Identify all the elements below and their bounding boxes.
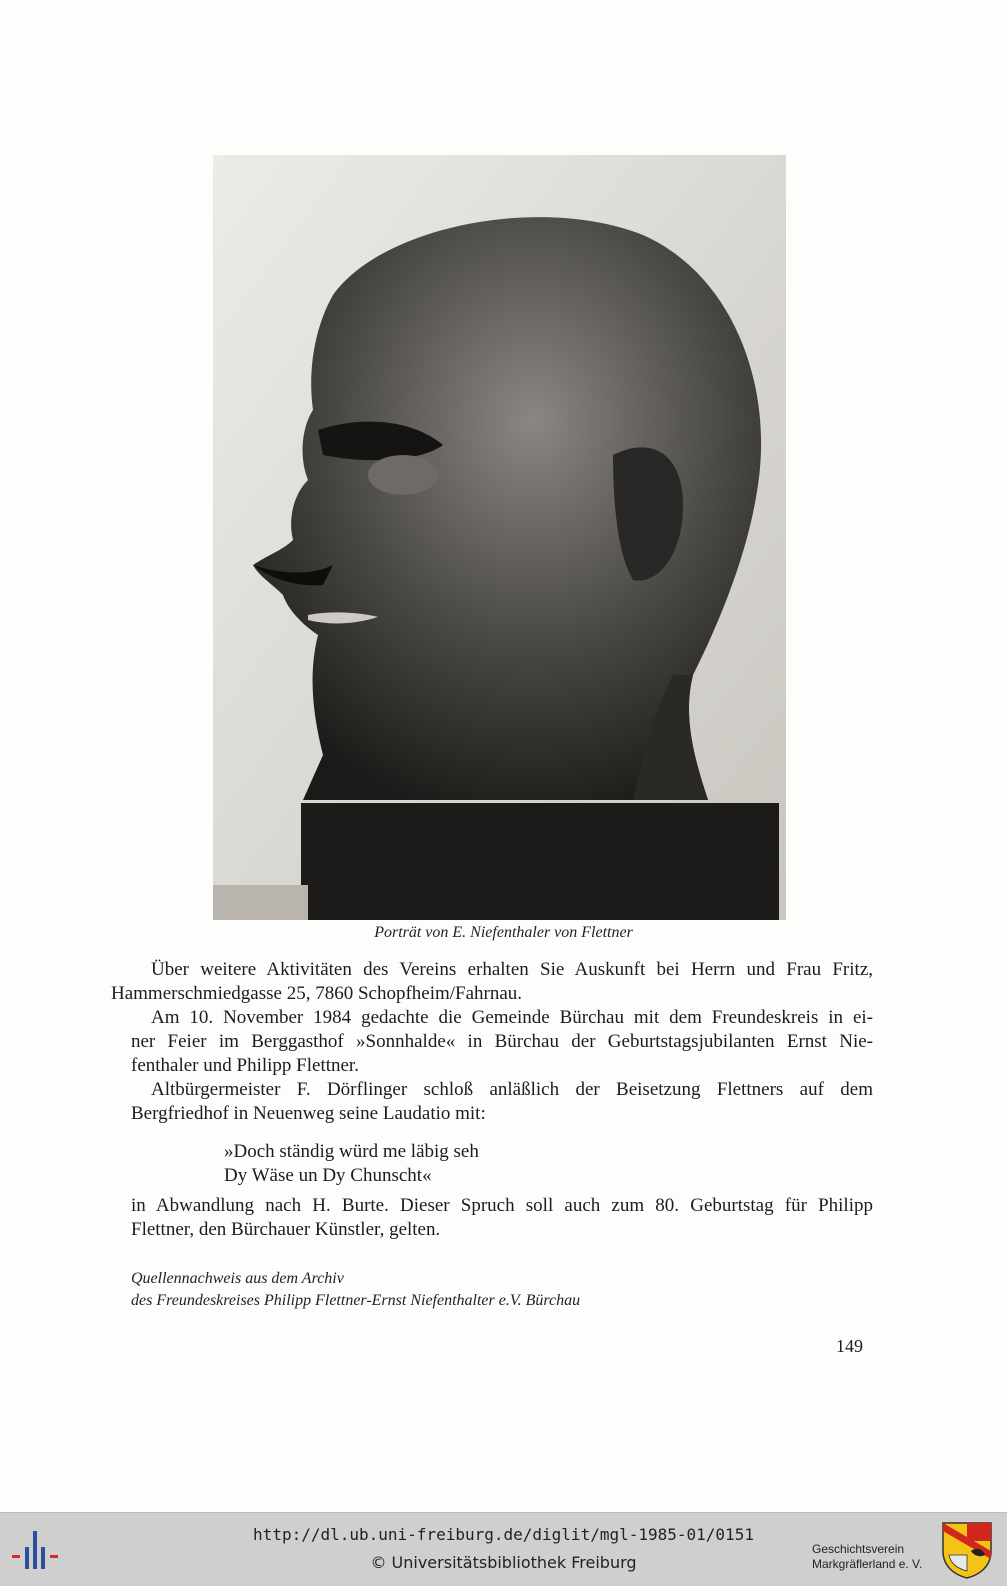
paragraph-line: Altbürgermeister F. Dörflinger schloß anläßlich der Beisetzung Flettners auf dem [151,1079,873,1100]
portrait-bust-photo [213,155,786,920]
paragraph-line: Am 10. November 1984 gedachte die Gemeinde Bürchau mit dem Freundeskreis in ei- [151,1007,873,1028]
source-note [131,1268,580,1312]
verse-line: »Doch ständig würd me läbig seh [224,1141,479,1162]
paragraph-line: Bergfriedhof in Neuenweg seine Laudatio mit: [131,1103,486,1124]
coat-of-arms-icon[interactable] [941,1521,993,1579]
paragraph-line: in Abwandlung nach H. Burte. Dieser Spruch soll auch zum 80. Geburtstag für Philipp [131,1195,873,1216]
paragraph-line: fenthaler und Philipp Flettner. [131,1055,359,1076]
footer-bar [0,1512,1007,1586]
verse-line: Dy Wäse un Dy Chunscht« [224,1165,432,1186]
paragraph-line: ner Feier im Berggasthof »Sonnhalde« in Bürchau der Geburtstagsjubilanten Ernst Nie- [131,1031,873,1052]
paragraph-3 [131,1078,873,1126]
paragraph-line: Flettner, den Bürchauer Künstler, gelten. [131,1219,441,1240]
paragraph-line: Hammerschmiedgasse 25, 7860 Schopfheim/Fahrnau. [111,983,523,1004]
bust-illustration [213,155,786,920]
copyright-text: © Universitätsbibliothek Freiburg [370,1553,637,1572]
quoted-verse [224,1140,479,1188]
paragraph-line: Über weitere Aktivitäten des Vereins erhalten Sie Auskunft bei Herrn und Frau Fritz, [151,959,873,980]
paragraph-1 [111,958,873,1006]
society-name [812,1542,922,1572]
source-url-link[interactable]: http://dl.ub.uni-freiburg.de/diglit/mgl-1985-01/0151 [253,1525,754,1544]
source-line: Quellennachweis aus dem Archiv [131,1270,344,1287]
society-name-line: Markgräflerland e. V. [812,1557,923,1571]
paragraph-4 [131,1194,873,1242]
figure-caption: Porträt von E. Niefenthaler von Flettner [374,924,633,941]
paragraph-2 [131,1006,873,1078]
page-number: 149 [836,1336,863,1356]
source-line: des Freundeskreises Philipp Flettner-Ernst Niefenthalter e.V. Bürchau [131,1292,581,1309]
society-name-line: Geschichtsverein [812,1542,905,1556]
